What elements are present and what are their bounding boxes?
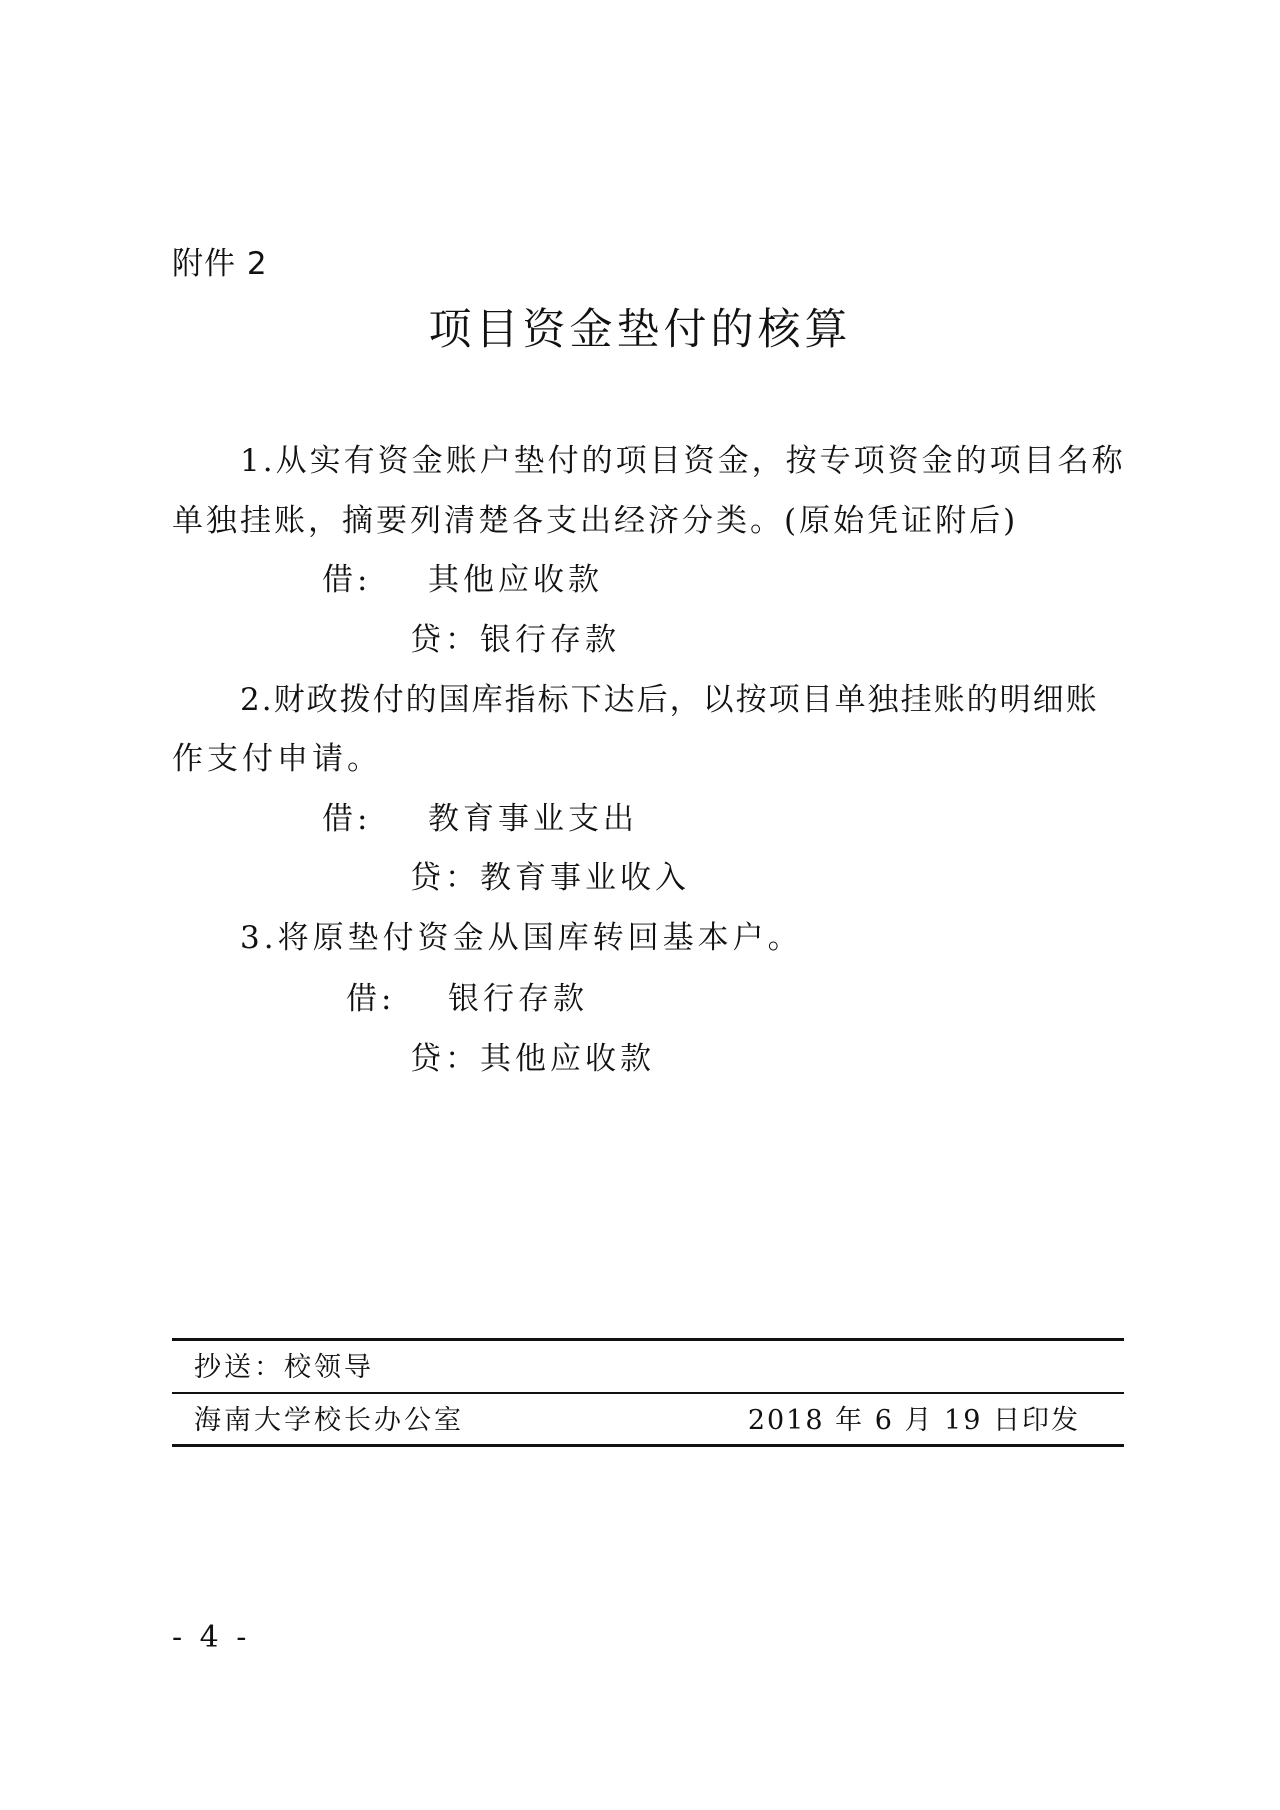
entry-3-credit: 贷：其他应收款 [410, 1041, 655, 1077]
issuer-name: 海南大学校长办公室 [194, 1405, 464, 1436]
paragraph-1-line-2: 单独挂账，摘要列清楚各支出经济分类。(原始凭证附后) [172, 503, 1019, 539]
entry-2-debit-label: 借: [322, 801, 372, 837]
document-title: 项目资金垫付的核算 [428, 305, 852, 355]
attachment-label: 附件 2 [172, 246, 268, 282]
footer-middle-rule [172, 1392, 1124, 1394]
entry-3-debit-value: 银行存款 [448, 981, 588, 1017]
footer-top-rule [172, 1338, 1124, 1341]
entry-2-credit: 贷：教育事业收入 [410, 860, 690, 896]
paragraph-2-line-1: 2.财政拨付的国库指标下达后，以按项目单独挂账的明细账 [240, 682, 1099, 718]
entry-1-credit: 贷：银行存款 [410, 622, 620, 658]
entry-2-debit-value: 教育事业支出 [428, 801, 638, 837]
entry-1-debit-label: 借: [322, 562, 372, 598]
paragraph-2-line-2: 作支付申请。 [172, 741, 382, 777]
entry-1-debit-value: 其他应收款 [428, 562, 603, 598]
entry-3-debit-label: 借: [346, 981, 396, 1017]
paragraph-1-line-1: 1.从实有资金账户垫付的项目资金，按专项资金的项目名称 [240, 443, 1126, 479]
paragraph-3-line-1: 3.将原垫付资金从国库转回基本户。 [240, 920, 803, 956]
footer-bottom-rule [172, 1444, 1124, 1447]
page-number: - 4 - [172, 1620, 251, 1655]
issue-date: 2018 年 6 月 19 日印发 [747, 1405, 1080, 1436]
cc-line: 抄送：校领导 [194, 1352, 374, 1383]
